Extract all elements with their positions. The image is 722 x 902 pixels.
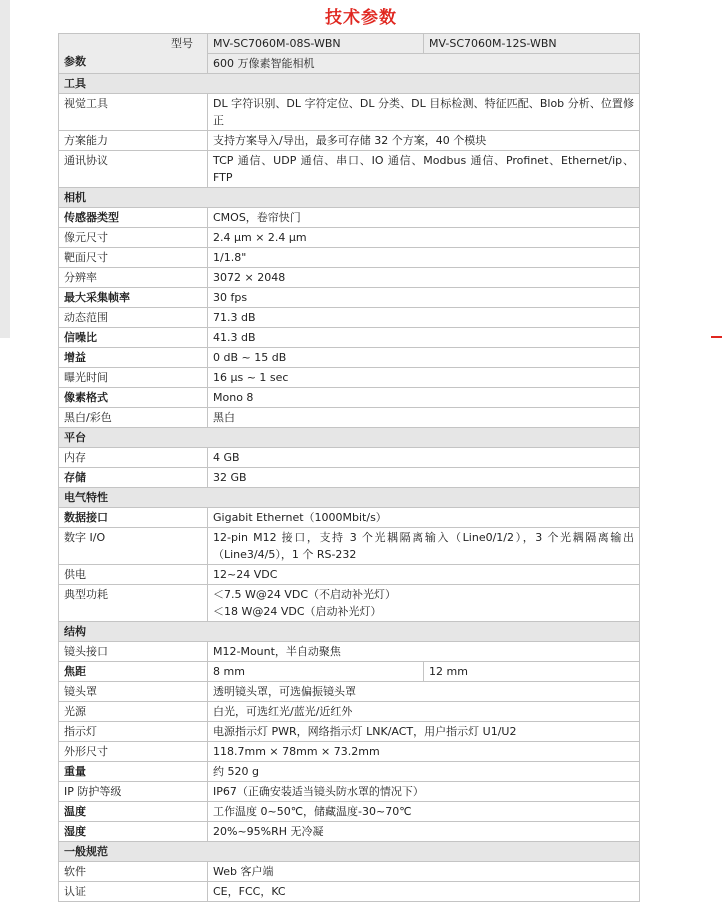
table-row: [59, 702, 640, 722]
table-row: [59, 268, 640, 288]
row-value: 白光，可选红光/蓝光/近红外: [208, 702, 640, 722]
row-value: DL 字符识别、DL 字符定位、DL 分类、DL 目标检测、特征匹配、Blob 分析、位置修正: [208, 94, 640, 131]
table-row: [59, 328, 640, 348]
section-title: 一般规范: [59, 842, 640, 862]
row-value: 约 520 g: [208, 762, 640, 782]
table-row: [59, 151, 640, 188]
right-accent-mark: [711, 336, 722, 338]
row-label: 焦距: [59, 662, 208, 682]
spec-table: [58, 33, 640, 902]
section-title: 电气特性: [59, 488, 640, 508]
row-value: 12-pin M12 接口，支持 3 个光耦隔离输入（Line0/1/2），3 个光耦隔离输出（Line3/4/5），1 个 RS-232: [208, 528, 640, 565]
row-value: Gigabit Ethernet（1000Mbit/s）: [208, 508, 640, 528]
row-label: 温度: [59, 802, 208, 822]
table-row: [59, 782, 640, 802]
section-row-tools: [59, 74, 640, 94]
table-row: [59, 388, 640, 408]
table-row: [59, 528, 640, 565]
row-label: 最大采集帧率: [59, 288, 208, 308]
table-row: [59, 742, 640, 762]
focal-length-1: 8 mm: [208, 662, 424, 681]
table-row: [59, 308, 640, 328]
row-label: IP 防护等级: [59, 782, 208, 802]
row-label: 传感器类型: [59, 208, 208, 228]
row-label: 增益: [59, 348, 208, 368]
table-row: [59, 348, 640, 368]
section-title: 相机: [59, 188, 640, 208]
row-value: 0 dB ~ 15 dB: [208, 348, 640, 368]
power-line-1: ＜7.5 W@24 VDC（不启动补光灯）: [213, 588, 397, 601]
table-row: [59, 882, 640, 902]
row-label: 指示灯: [59, 722, 208, 742]
header-models-cell: [208, 34, 640, 54]
table-row: [59, 448, 640, 468]
row-label: 外形尺寸: [59, 742, 208, 762]
model-name-1: MV-SC7060M-08S-WBN: [208, 34, 424, 53]
row-value: 20%~95%RH 无冷凝: [208, 822, 640, 842]
table-row: [59, 508, 640, 528]
table-row: [59, 722, 640, 742]
model-name-2: MV-SC7060M-12S-WBN: [429, 37, 557, 50]
row-label: 软件: [59, 862, 208, 882]
row-value: 16 µs ~ 1 sec: [208, 368, 640, 388]
table-row: [59, 585, 640, 622]
focal-length-2: 12 mm: [429, 665, 468, 678]
row-label: 镜头接口: [59, 642, 208, 662]
page-title: 技术参数: [325, 8, 397, 28]
row-label: 分辨率: [59, 268, 208, 288]
row-label: 数据接口: [59, 508, 208, 528]
table-row: [59, 565, 640, 585]
table-row: [59, 642, 640, 662]
table-row: [59, 228, 640, 248]
table-row: [59, 802, 640, 822]
section-row-general: [59, 842, 640, 862]
row-label: 信噪比: [59, 328, 208, 348]
row-value: Mono 8: [208, 388, 640, 408]
section-row-camera: [59, 188, 640, 208]
section-row-electrical: [59, 488, 640, 508]
section-title: 平台: [59, 428, 640, 448]
row-label: 认证: [59, 882, 208, 902]
table-row: [59, 822, 640, 842]
row-value: CMOS，卷帘快门: [208, 208, 640, 228]
param-label: 参数: [64, 55, 86, 68]
section-title: 工具: [59, 74, 640, 94]
row-label: 存储: [59, 468, 208, 488]
row-label: 曝光时间: [59, 368, 208, 388]
row-value: 41.3 dB: [208, 328, 640, 348]
row-value-dual: [208, 662, 640, 682]
row-value: 透明镜头罩，可选偏振镜头罩: [208, 682, 640, 702]
row-label: 通讯协议: [59, 151, 208, 188]
row-value: 12~24 VDC: [208, 565, 640, 585]
row-label: 视觉工具: [59, 94, 208, 131]
row-label: 供电: [59, 565, 208, 585]
row-label: 像素格式: [59, 388, 208, 408]
table-row: [59, 288, 640, 308]
table-row: [59, 762, 640, 782]
row-value: M12-Mount，半自动聚焦: [208, 642, 640, 662]
table-row: [59, 468, 640, 488]
table-row: [59, 208, 640, 228]
section-title: 结构: [59, 622, 640, 642]
row-value: 2.4 µm × 2.4 µm: [208, 228, 640, 248]
row-label: 动态范围: [59, 308, 208, 328]
row-label: 像元尺寸: [59, 228, 208, 248]
row-value: 4 GB: [208, 448, 640, 468]
row-value: 71.3 dB: [208, 308, 640, 328]
row-label: 黑白/彩色: [59, 408, 208, 428]
table-row: [59, 368, 640, 388]
row-value: 工作温度 0~50℃，储藏温度-30~70℃: [208, 802, 640, 822]
row-label: 光源: [59, 702, 208, 722]
row-value: 1/1.8": [208, 248, 640, 268]
row-label: 湿度: [59, 822, 208, 842]
power-line-2: ＜18 W@24 VDC（启动补光灯）: [213, 605, 382, 618]
row-value: 32 GB: [208, 468, 640, 488]
row-value: Web 客户端: [208, 862, 640, 882]
row-label: 方案能力: [59, 131, 208, 151]
row-value: CE，FCC，KC: [208, 882, 640, 902]
table-row: [59, 682, 640, 702]
row-label: 镜头罩: [59, 682, 208, 702]
row-label: 重量: [59, 762, 208, 782]
model-label: 型号: [171, 37, 193, 50]
table-row: [59, 662, 640, 682]
row-label: 典型功耗: [59, 585, 208, 622]
header-corner-cell: [59, 34, 208, 74]
section-row-structure: [59, 622, 640, 642]
product-name: 600 万像素智能相机: [208, 54, 640, 74]
row-value: TCP 通信、UDP 通信、串口、IO 通信、Modbus 通信、Profinet、Ethernet/ip、FTP: [208, 151, 640, 188]
table-row: [59, 862, 640, 882]
row-label: 靶面尺寸: [59, 248, 208, 268]
table-row: [59, 408, 640, 428]
row-value: 电源指示灯 PWR，网络指示灯 LNK/ACT，用户指示灯 U1/U2: [208, 722, 640, 742]
header-row: [59, 34, 640, 54]
row-label: 数字 I/O: [59, 528, 208, 565]
row-value: 黑白: [208, 408, 640, 428]
table-row: [59, 131, 640, 151]
table-row: [59, 248, 640, 268]
row-value: IP67（正确安装适当镜头防水罩的情况下）: [208, 782, 640, 802]
row-value: 3072 × 2048: [208, 268, 640, 288]
row-value: 支持方案导入/导出，最多可存储 32 个方案，40 个模块: [208, 131, 640, 151]
row-value-multi: [208, 585, 640, 622]
table-row: [59, 94, 640, 131]
row-label: 内存: [59, 448, 208, 468]
row-value: 118.7mm × 78mm × 73.2mm: [208, 742, 640, 762]
section-row-platform: [59, 428, 640, 448]
left-side-bar: [0, 0, 10, 338]
row-value: 30 fps: [208, 288, 640, 308]
